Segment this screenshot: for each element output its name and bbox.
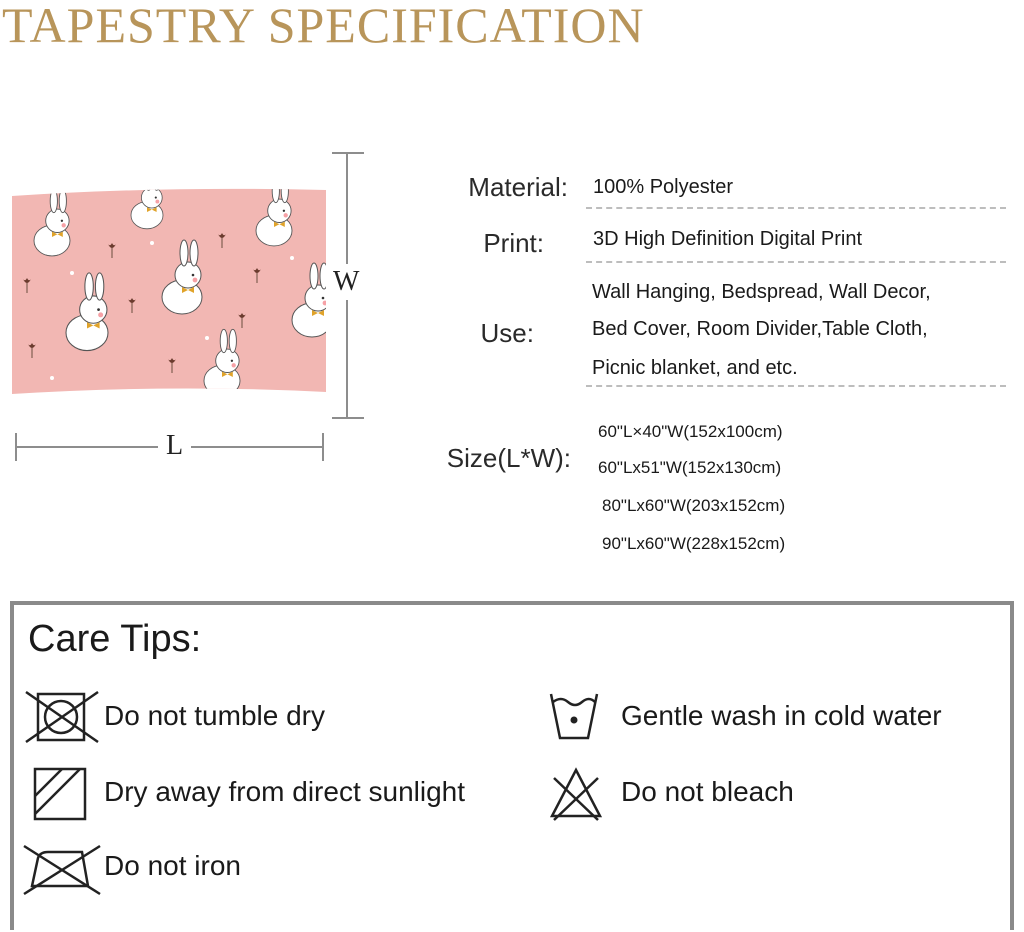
page-title: TAPESTRY SPECIFICATION bbox=[2, 0, 645, 53]
tip-cold-wash: Gentle wash in cold water bbox=[621, 700, 942, 731]
length-cap-right bbox=[322, 433, 324, 461]
tip-no-iron: Do not iron bbox=[104, 850, 241, 881]
size-option-1: 60"L×40"W(152x100cm) bbox=[598, 422, 783, 441]
size-option-4: 90"Lx60"W(228x152cm) bbox=[602, 534, 786, 553]
print-value: 3D High Definition Digital Print bbox=[593, 228, 863, 250]
dry-in-shade-icon bbox=[32, 766, 88, 822]
tip-dry-shade: Dry away from direct sunlight bbox=[104, 776, 466, 807]
use-line-1: Wall Hanging, Bedspread, Wall Decor, bbox=[592, 281, 931, 303]
material-label: Material: bbox=[468, 172, 568, 202]
length-letter: L bbox=[158, 430, 191, 462]
size-label: Size(L*W): bbox=[446, 443, 571, 473]
length-cap-left bbox=[15, 433, 17, 461]
use-label: Use: bbox=[480, 318, 534, 348]
size-option-3: 80"Lx60"W(203x152cm) bbox=[602, 496, 786, 515]
care-tips-title: Care Tips: bbox=[28, 618, 202, 660]
no-tumble-dry-icon bbox=[24, 688, 100, 746]
print-divider bbox=[586, 261, 1006, 263]
tip-no-tumble-dry: Do not tumble dry bbox=[104, 700, 325, 731]
material-value: 100% Polyester bbox=[593, 176, 734, 198]
use-line-3: Picnic blanket, and etc. bbox=[592, 357, 798, 379]
width-cap-top bbox=[332, 152, 364, 154]
material-divider bbox=[586, 207, 1006, 209]
no-bleach-icon bbox=[548, 766, 604, 822]
use-line-2: Bed Cover, Room Divider,Table Cloth, bbox=[592, 318, 928, 340]
width-cap-bottom bbox=[332, 417, 364, 419]
tapestry-image bbox=[12, 188, 326, 396]
size-option-2: 60"Lx51"W(152x130cm) bbox=[598, 458, 782, 477]
cold-wash-icon bbox=[548, 688, 600, 744]
no-iron-icon bbox=[22, 840, 102, 898]
tip-no-bleach: Do not bleach bbox=[621, 776, 794, 807]
use-divider bbox=[586, 385, 1006, 387]
width-letter: W bbox=[333, 264, 359, 300]
print-label: Print: bbox=[483, 228, 544, 258]
